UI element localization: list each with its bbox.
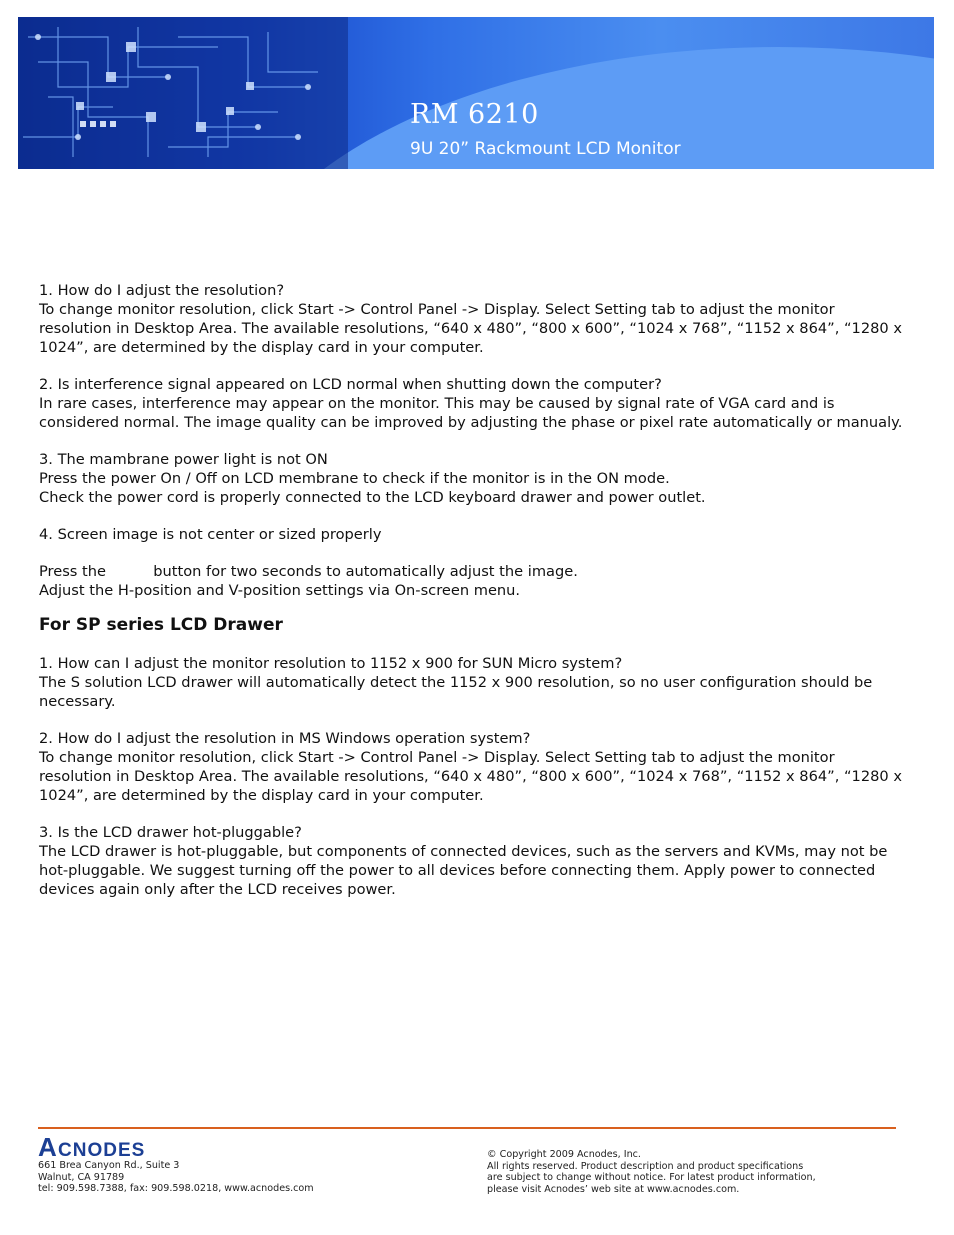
faq-answer xyxy=(39,562,909,581)
address-line: Walnut, CA 91789 xyxy=(38,1171,125,1183)
section-heading: For SP series LCD Drawer xyxy=(39,615,283,635)
faq-question: 1. How can I adjust the monitor resolution to 1152 x 900 for SUN Micro system? xyxy=(39,655,623,672)
copyright-notice xyxy=(487,1149,849,1195)
faq-answer: Check the power cord is properly connected to the LCD keyboard drawer and power outlet. xyxy=(39,489,706,506)
legal-line: please visit Acnodes’ web site at www.acnodes.com. xyxy=(487,1183,740,1195)
faq-answer: Adjust the H-position and V-position settings via On-screen menu. xyxy=(39,582,521,599)
faq-answer-text: button for two seconds to automatically adjust the image. xyxy=(153,563,578,580)
logo-wordmark: CNODES xyxy=(58,1140,146,1160)
faq-answer: In rare cases, interference may appear on the monitor. This may be caused by signal rate of VGA card and is considered normal. The image quality can be improved by adjusting the phase or pixel rate automatically or manualy. xyxy=(39,395,903,431)
faq-item xyxy=(39,654,909,711)
header-banner xyxy=(18,17,934,169)
faq-answer: The S solution LCD drawer will automatically detect the 1152 x 900 resolution, so no user configuration should be necessary. xyxy=(39,674,873,710)
faq-content xyxy=(39,281,909,917)
faq-question: 2. Is interference signal appeared on LCD normal when shutting down the computer? xyxy=(39,376,662,393)
faq-answer: The LCD drawer is hot-pluggable, but components of connected devices, such as the servers and KVMs, may not be hot-pluggable. We suggest turning off the power to all devices before connecting them. Apply power to connected devices again only after the LCD receives power. xyxy=(39,843,888,898)
faq-question: 1. How do I adjust the resolution? xyxy=(39,282,285,299)
faq-item xyxy=(39,525,909,600)
faq-question: 2. How do I adjust the resolution in MS Windows operation system? xyxy=(39,730,531,747)
faq-item xyxy=(39,729,909,805)
faq-item xyxy=(39,375,909,432)
faq-item xyxy=(39,823,909,899)
faq-answer-text: Press the xyxy=(39,563,106,580)
acnodes-logo xyxy=(38,1134,198,1160)
faq-question: 3. Is the LCD drawer hot-pluggable? xyxy=(39,824,302,841)
faq-answer: To change monitor resolution, click Start -> Control Panel -> Display. Select Setting tab to adjust the monitor resolution in Desktop Area. The available resolutions, “640 x 480”, “800 x 600”, “1024 x 768”, “1152 x 864”, “1280 x 1024”, are determined by the display card in your computer. xyxy=(39,301,902,356)
faq-question: 3. The mambrane power light is not ON xyxy=(39,451,328,468)
faq-question: 4. Screen image is not center or sized properly xyxy=(39,526,382,543)
address-line: 661 Brea Canyon Rd., Suite 3 xyxy=(38,1160,180,1171)
legal-line: All rights reserved. Product description and product specifications xyxy=(487,1160,804,1172)
faq-item xyxy=(39,281,909,357)
contact-line: tel: 909.598.7388, fax: 909.598.0218, www.acnodes.com xyxy=(38,1183,314,1194)
faq-item xyxy=(39,450,909,507)
circuit-board-image xyxy=(18,17,348,169)
legal-line: are subject to change without notice. For latest product information, xyxy=(487,1172,816,1183)
product-subtitle: 9U 20” Rackmount LCD Monitor xyxy=(410,139,681,159)
faq-answer: Press the power On / Off on LCD membrane to check if the monitor is in the ON mode. xyxy=(39,470,670,487)
company-address xyxy=(38,1160,314,1195)
logo-initial: A xyxy=(38,1134,57,1160)
faq-answer: To change monitor resolution, click Start -> Control Panel -> Display. Select Setting tab to adjust the monitor resolution in Desktop Area. The available resolutions, “640 x 480”, “800 x 600”, “1024 x 768”, “1152 x 864”, “1280 x 1024”, are determined by the display card in your computer. xyxy=(39,749,902,804)
footer-divider xyxy=(38,1127,896,1129)
copyright-line: © Copyright 2009 Acnodes, Inc. xyxy=(487,1149,641,1160)
product-title: RM 6210 xyxy=(410,99,539,130)
